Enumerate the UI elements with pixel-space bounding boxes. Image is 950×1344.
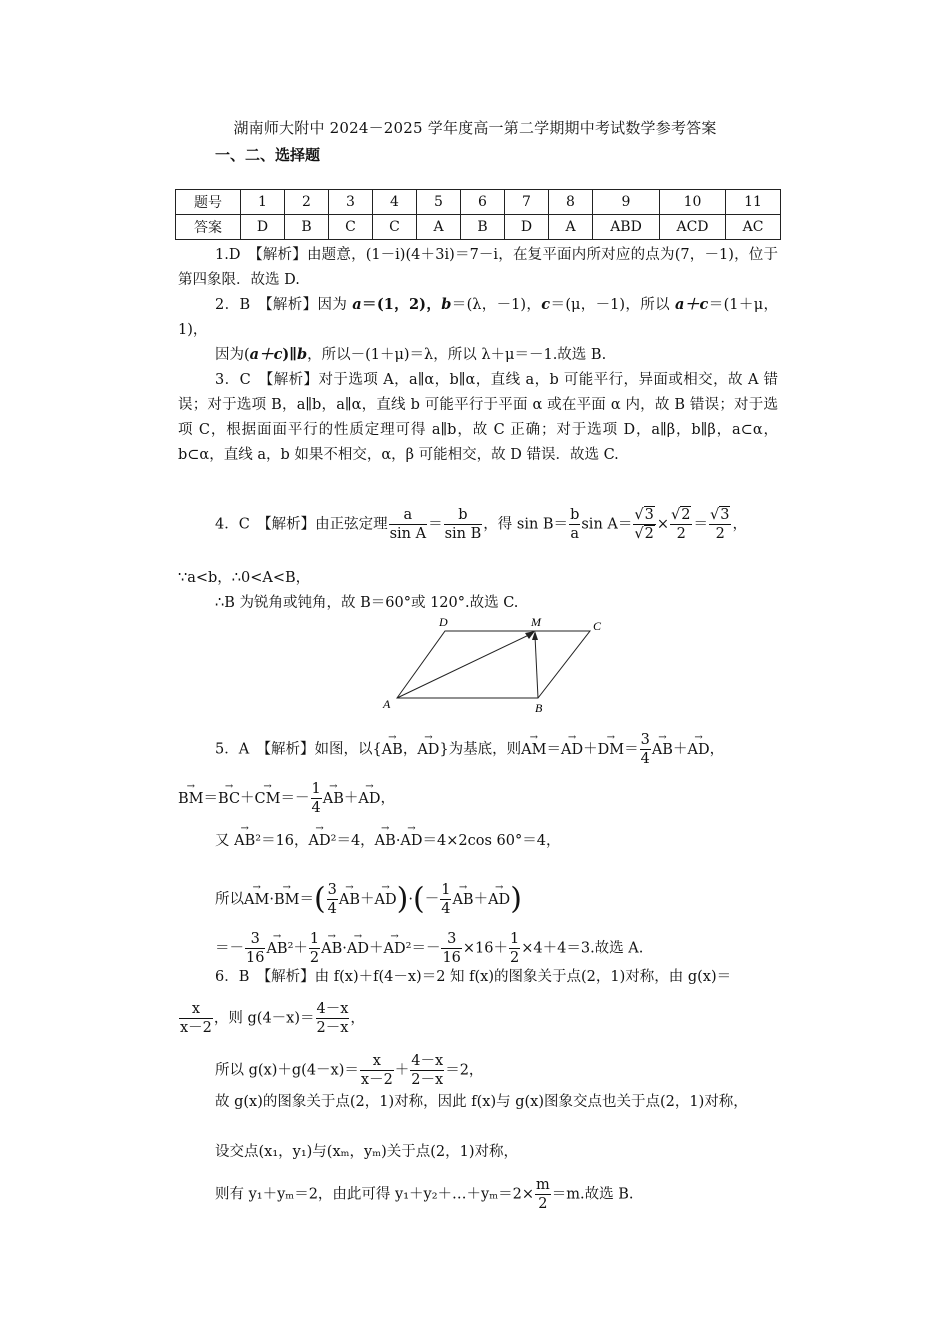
solution-6-line-2: $\frac{x}{x-2}$ ，则 g(4－x)＝ $\frac{4-x}{2-x}$ ， <box>180 1001 365 1036</box>
solution-head: 4．C 【解析】 <box>215 516 316 533</box>
text: sin A＝ <box>581 516 633 533</box>
table-cell: B <box>285 215 329 240</box>
solution-6-line-1: 6．B 【解析】由 f(x)＋f(4－x)＝2 知 f(x)的图象关于点(2，1)对称，由 g(x)＝ <box>215 969 732 985</box>
table-cell: C <box>329 215 373 240</box>
solution-5-line-1: 5．A 【解析】如图，以{→ AB，→ AD}为基底，则→ AM＝→ AD＋→ DM＝ $\frac{3}{4}$ → AB＋→ AD， <box>215 731 724 768</box>
text: ＝ <box>428 516 443 533</box>
solution-text: 由题意，(1－i)(4＋3i)＝7－i，在复平面内所对应的点为(7，－1)，位于第四象限．故选 D. <box>178 247 778 288</box>
vector-b: b <box>296 346 308 363</box>
table-row-answers <box>176 215 781 240</box>
fraction: $\frac{1}{2}$ <box>309 931 320 966</box>
text: ＝(μ，－1)，所以 <box>550 297 675 313</box>
solution-2-line-2 <box>215 344 606 366</box>
table-cell: 2 <box>285 190 329 215</box>
text: ＝(1＋μ，1)， <box>178 297 779 338</box>
page-title: 湖南师大附中 2024－2025 学年度高一第二学期期中考试数学参考答案 <box>233 119 717 137</box>
fraction: $\frac{1}{4}$ <box>441 882 451 917</box>
table-cell: 11 <box>726 190 781 215</box>
table-cell: D <box>505 215 549 240</box>
solution-4-line-3: ∴B 为锐角或钝角，故 B＝60°或 120°.故选 C. <box>215 595 519 611</box>
solution-5-line-4: 所以→ AM·→ BM＝( $\frac{3}{4}$ → AB＋→ AD)·(－ $\frac{1}{4}$ → AB＋→ AD) <box>215 881 522 918</box>
fraction: $\frac{1}{4}$ <box>311 781 321 816</box>
table-header-label: 答案 <box>176 215 241 240</box>
solution-text: 对于选项 A，a∥α，b∥α，直线 a，b 可能平行，异面或相交，故 A 错误；对于选项 B，a∥b，a∥α，直线 b 可能平行于平面 α 或在平面 α 内，故 B 错误；对于选项 C，根据面面平行的性质定理可得 a∥b，故 C 正确；对于选项 D，a∥β，b∥β，a⊂α，b⊂α，直线 a，b 如果不相交，α，β 可能相交，故 D 错误．故选 C. <box>178 372 778 463</box>
fraction: $\frac{√3}{2}$ <box>709 507 730 542</box>
text: × <box>656 516 669 533</box>
vector-am <box>397 633 533 698</box>
fraction: $\frac{3}{4}$ <box>327 882 337 917</box>
solution-5-line-2: → BM＝→ BC＋→ CM＝－ $\frac{1}{4}$ → AB＋→ AD， <box>178 780 395 817</box>
solution-6-paragraph: 故 g(x)的图象关于点(2，1)对称，因此 f(x)与 g(x)图象交点也关于点(2，1)对称， <box>215 1094 748 1110</box>
solution-head: 5．A 【解析】 <box>215 741 315 758</box>
table-cell: A <box>549 215 593 240</box>
label-a: A <box>383 697 391 711</box>
solution-head: 2．B 【解析】 <box>215 297 318 313</box>
text: ＝(1，2)， <box>361 296 442 313</box>
solution-6-line-3: 所以 g(x)＋g(4－x)＝ $\frac{x}{x-2}$ ＋ $\frac{4-x}{2-x}$ ＝2， <box>215 1053 484 1088</box>
fraction: $\frac{x}{x-2}$ <box>360 1053 393 1088</box>
table-cell: 7 <box>505 190 549 215</box>
solution-5-line-3: 又 → AB²＝16，→ AD²＝4，→ AB·→ AD＝4×2cos 60°＝4， <box>215 830 560 852</box>
fraction: $\frac{m}{2}$ <box>536 1177 550 1212</box>
fraction: $\frac{3}{16}$ <box>442 931 461 966</box>
solution-head: 1.D 【解析】 <box>215 247 307 263</box>
fraction: $\frac{b}{\text{sin B}}$ <box>444 507 482 542</box>
fraction: $\frac{a}{\text{sin A}}$ <box>389 507 427 542</box>
text: 因为 <box>317 297 353 313</box>
solution-2 <box>178 292 778 343</box>
solution-3 <box>178 368 778 468</box>
fraction: $\frac{3}{4}$ <box>640 732 650 767</box>
table-row-numbers <box>176 190 781 215</box>
text: ，得 sin B＝ <box>483 516 569 533</box>
text: ， <box>732 516 747 533</box>
table-cell: C <box>373 215 417 240</box>
vector-c: c <box>541 296 551 313</box>
solution-4-line-2: ∵a<b，∴0<A<B， <box>178 570 311 586</box>
solution-6-line-6: 则有 y₁＋yₘ＝2，由此可得 y₁＋y₂＋…＋yₘ＝2× $\frac{m}{2}$ ＝m.故选 B. <box>215 1177 634 1212</box>
label-d: D <box>439 615 448 629</box>
parallelogram-abcd <box>397 631 590 698</box>
fraction: $\frac{x}{x-2}$ <box>180 1001 212 1036</box>
solution-4-line-1 <box>215 506 747 543</box>
fraction: $\frac{3}{16}$ <box>246 931 265 966</box>
label-c: C <box>593 619 602 633</box>
fraction: $\frac{4-x}{2-x}$ <box>411 1053 444 1088</box>
text: 因为( <box>215 347 250 363</box>
solution-head: 3．C 【解析】 <box>215 372 319 388</box>
table-cell: ACD <box>660 215 726 240</box>
table-cell: 1 <box>241 190 285 215</box>
answer-table <box>175 189 781 240</box>
vector-sum: a＋c <box>249 346 283 363</box>
solution-6-line-5: 设交点(x₁，y₁)与(xₘ，yₘ)关于点(2，1)对称， <box>215 1144 519 1160</box>
table-cell: AC <box>726 215 781 240</box>
table-header-label: 题号 <box>176 190 241 215</box>
label-b: B <box>535 701 543 715</box>
table-cell: 4 <box>373 190 417 215</box>
table-cell: 3 <box>329 190 373 215</box>
fraction: $\frac{1}{2}$ <box>510 931 520 966</box>
table-cell: 6 <box>461 190 505 215</box>
fraction: $\frac{b}{a}$ <box>570 507 580 542</box>
vector-b: b <box>441 296 452 313</box>
table-cell: 10 <box>660 190 726 215</box>
parallelogram-figure <box>375 612 605 717</box>
vector-a: a <box>352 296 362 313</box>
text: ＝(λ，－1)， <box>451 297 542 313</box>
text: ＝ <box>693 516 708 533</box>
text: )∥ <box>282 346 297 363</box>
vector-bm <box>535 636 538 698</box>
table-cell: B <box>461 215 505 240</box>
fraction: $\frac{4-x}{2-x}$ <box>316 1001 349 1036</box>
solution-head: 6．B 【解析】 <box>215 969 315 985</box>
table-cell: D <box>241 215 285 240</box>
fraction: $\frac{√3}{√2}$ <box>634 507 654 542</box>
table-cell: 9 <box>593 190 660 215</box>
table-cell: ABD <box>593 215 660 240</box>
label-m: M <box>531 615 541 629</box>
solution-5-line-5: ＝－ $\frac{3}{16}$ → AB²＋ $\frac{1}{2}$ → AB·→ AD＋→ AD²＝－ $\frac{3}{16}$ ×16＋ $\frac{1}{2}$ ×4＋4＝3.故选 A. <box>215 930 643 967</box>
table-cell: 5 <box>417 190 461 215</box>
fraction: $\frac{√2}{2}$ <box>671 507 691 542</box>
table-cell: A <box>417 215 461 240</box>
text: 由正弦定理 <box>315 516 388 533</box>
table-cell: 8 <box>549 190 593 215</box>
vector-sum: a＋c <box>674 296 709 313</box>
section-heading: 一、二、选择题 <box>215 146 321 164</box>
text: ，所以－(1＋μ)＝λ，所以 λ＋μ＝－1.故选 B. <box>307 347 607 363</box>
solution-1 <box>178 243 778 293</box>
